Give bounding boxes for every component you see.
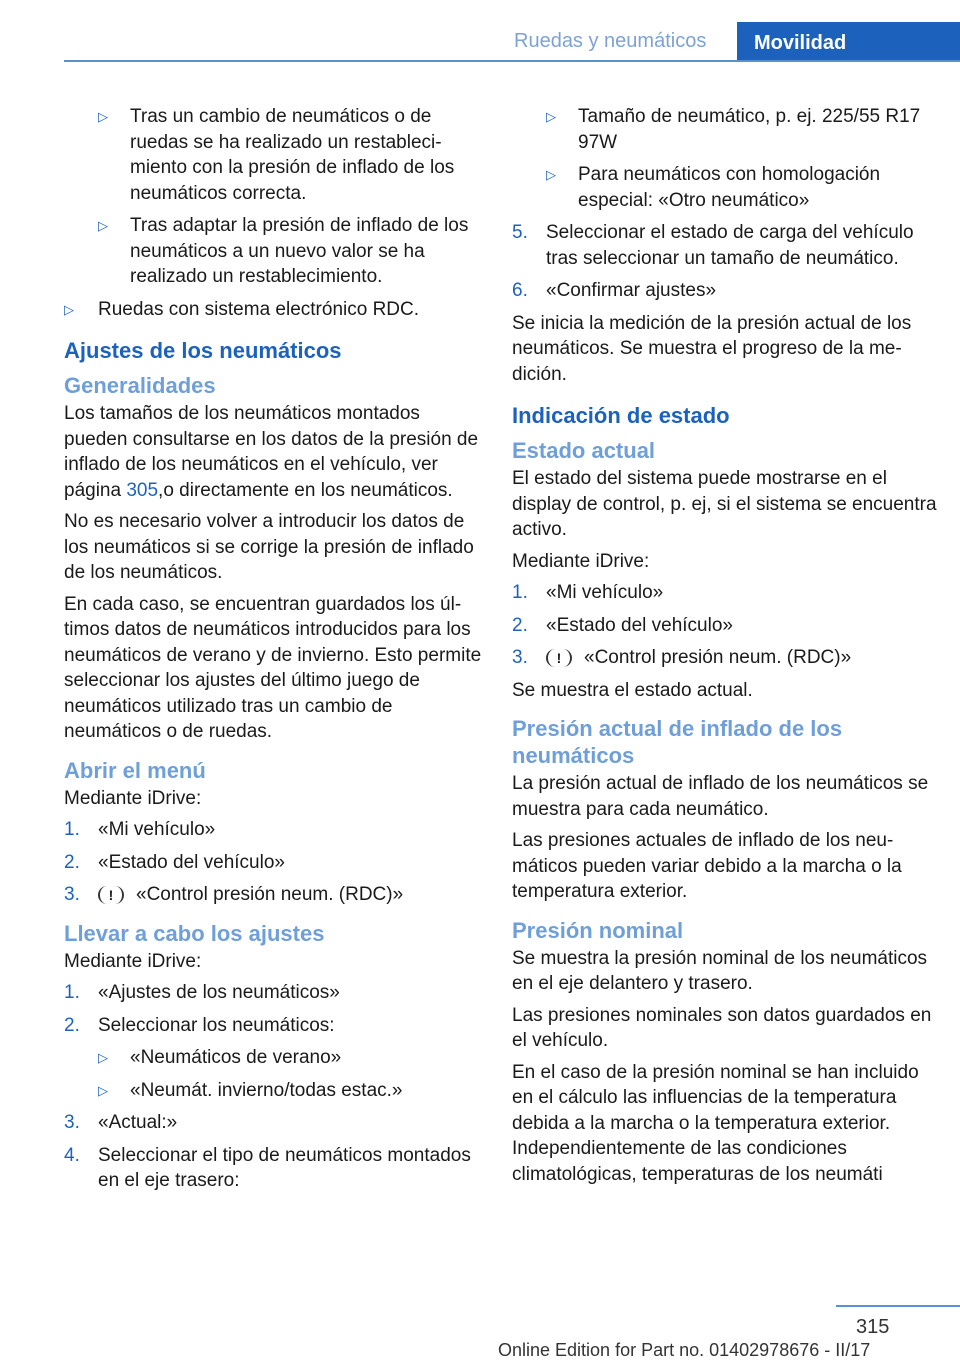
- list-item: ▷ Ruedas con sistema electrónico RDC.: [64, 297, 484, 323]
- heading-ajustes: Ajustes de los neumáticos: [64, 338, 342, 363]
- chapter-tab: Movilidad: [737, 22, 960, 62]
- page-link[interactable]: 305: [126, 479, 159, 501]
- section-title: Ruedas y neumáticos: [514, 30, 707, 52]
- paragraph: Los tamaños de los neumáticos montados pueden consultarse en los datos de la presión de inflado de los neumáticos en el vehículo, ver página 305,o directamente en los neumáticos.: [64, 403, 479, 501]
- bullet-icon: ▷: [98, 109, 108, 124]
- list-item: 6. «Confirmar ajustes»: [512, 280, 717, 301]
- paragraph: Se inicia la medición de la presión actual de los neumáticos. Se muestra el progreso de la medición.: [512, 312, 912, 385]
- paragraph: Se muestra el estado actual.: [512, 679, 753, 701]
- list-item: 3. ! «Control presión neum. (RDC)»: [512, 647, 852, 668]
- list-item: ▷ «Neumát. invierno/todas estac.»: [64, 1078, 484, 1104]
- paragraph: La presión actual de inflado de los neumáticos se muestra para cada neumático.: [512, 773, 929, 820]
- bullet-icon: ▷: [98, 1050, 108, 1065]
- tire-warning-icon: !: [546, 649, 572, 667]
- paragraph: Se muestra la presión nominal de los neumáticos en el eje delantero y trasero.: [512, 947, 928, 994]
- list-item: 5. Seleccionar el estado de carga del vehículo tras seleccionar un tamaño de neumático.: [512, 222, 914, 269]
- heading-presion-actual: Presión actual de inflado de los neumáticos: [512, 716, 843, 768]
- heading-presion-nominal: Presión nominal: [512, 917, 684, 943]
- footer-rule: [836, 1305, 960, 1307]
- paragraph: Mediante iDrive:: [64, 787, 202, 809]
- list-item: ▷ Para neumáticos con homologación especial: «Otro neumático»: [546, 164, 881, 211]
- list-item: 2. «Estado del vehículo»: [64, 851, 285, 873]
- list-item: ▷ Tras adaptar la presión de inflado de los neumáticos a un nuevo valor se ha realizado un restablecimiento.: [98, 215, 469, 287]
- bullet-icon: ▷: [546, 109, 556, 124]
- list-item: ▷ «Neumáticos de verano»: [64, 1045, 484, 1071]
- heading-abrir-menu: Abrir el menú: [64, 757, 206, 783]
- list-item: 2. «Estado del vehículo»: [512, 614, 733, 636]
- tire-warning-icon: !: [98, 886, 124, 904]
- list-item: 2. Seleccionar los neumáticos:: [64, 1014, 335, 1036]
- paragraph: Las presiones actuales de inflado de los neumáticos pueden variar debido a la marcha o la temperatura exterior.: [512, 830, 902, 902]
- paragraph: Mediante iDrive:: [512, 550, 650, 572]
- bullet-icon: ▷: [98, 1082, 108, 1098]
- list-item: 1. «Ajustes de los neumáticos»: [64, 982, 340, 1003]
- list-item: ▷ Tamaño de neumático, p. ej. 225/55 R17 97W: [546, 106, 921, 153]
- left-column: [64, 104, 484, 1201]
- heading-estado-actual: Estado actual: [512, 438, 656, 463]
- heading-generalidades: Generalidades: [64, 373, 216, 398]
- heading-indicacion-estado: Indicación de estado: [512, 403, 730, 428]
- paragraph: En el caso de la presión nominal se han incluido en el cálculo las influencias de la temperatura debida a la marcha o la temperatura exterior. Independientemente de las condiciones climatológicas, temperaturas de los neumáti: [512, 1061, 919, 1185]
- paragraph: Mediante iDrive:: [64, 950, 202, 972]
- page-header: [0, 0, 960, 62]
- right-column: [512, 104, 942, 1193]
- edition-note: Online Edition for Part no. 01402978676 - II/17: [498, 1340, 871, 1360]
- list-item: 1. «Mi vehículo»: [64, 819, 216, 840]
- list-item: 3. «Actual:»: [64, 1112, 178, 1133]
- page-number: 315: [856, 1316, 890, 1338]
- bullet-icon: ▷: [98, 218, 108, 233]
- list-item: ▷ Tras un cambio de neumáticos o de ruedas se ha realizado un restablecimiento con la presión de inflado de los neumáticos correcta.: [98, 106, 455, 204]
- header-rule: [64, 60, 960, 62]
- paragraph: Las presiones nominales son datos guardados en el vehículo.: [512, 1004, 932, 1051]
- heading-llevar-ajustes: Llevar a cabo los ajustes: [64, 920, 325, 946]
- bullet-icon: ▷: [64, 301, 74, 317]
- list-item: 3. ! «Control presión neum. (RDC)»: [64, 884, 404, 905]
- paragraph: No es necesario volver a introducir los datos de los neumáticos si se corrige la presión de inflado de los neumáticos.: [64, 511, 474, 583]
- bullet-icon: ▷: [546, 167, 556, 182]
- paragraph: En cada caso, se encuentran guardados los últimos datos de neumáticos introducidos para los neumáticos de verano y de invierno. Esto permite seleccionar los ajustes del último juego de neumáticos utilizado tras un cambio de neumáticos o de ruedas.: [64, 593, 482, 742]
- list-item: 1. «Mi vehículo»: [512, 582, 664, 603]
- paragraph: El estado del sistema puede mostrarse en el display de control, p. ej, si el sistema se encuentra activo.: [512, 468, 937, 540]
- list-item: 4. Seleccionar el tipo de neumáticos montados en el eje trasero:: [64, 1144, 471, 1191]
